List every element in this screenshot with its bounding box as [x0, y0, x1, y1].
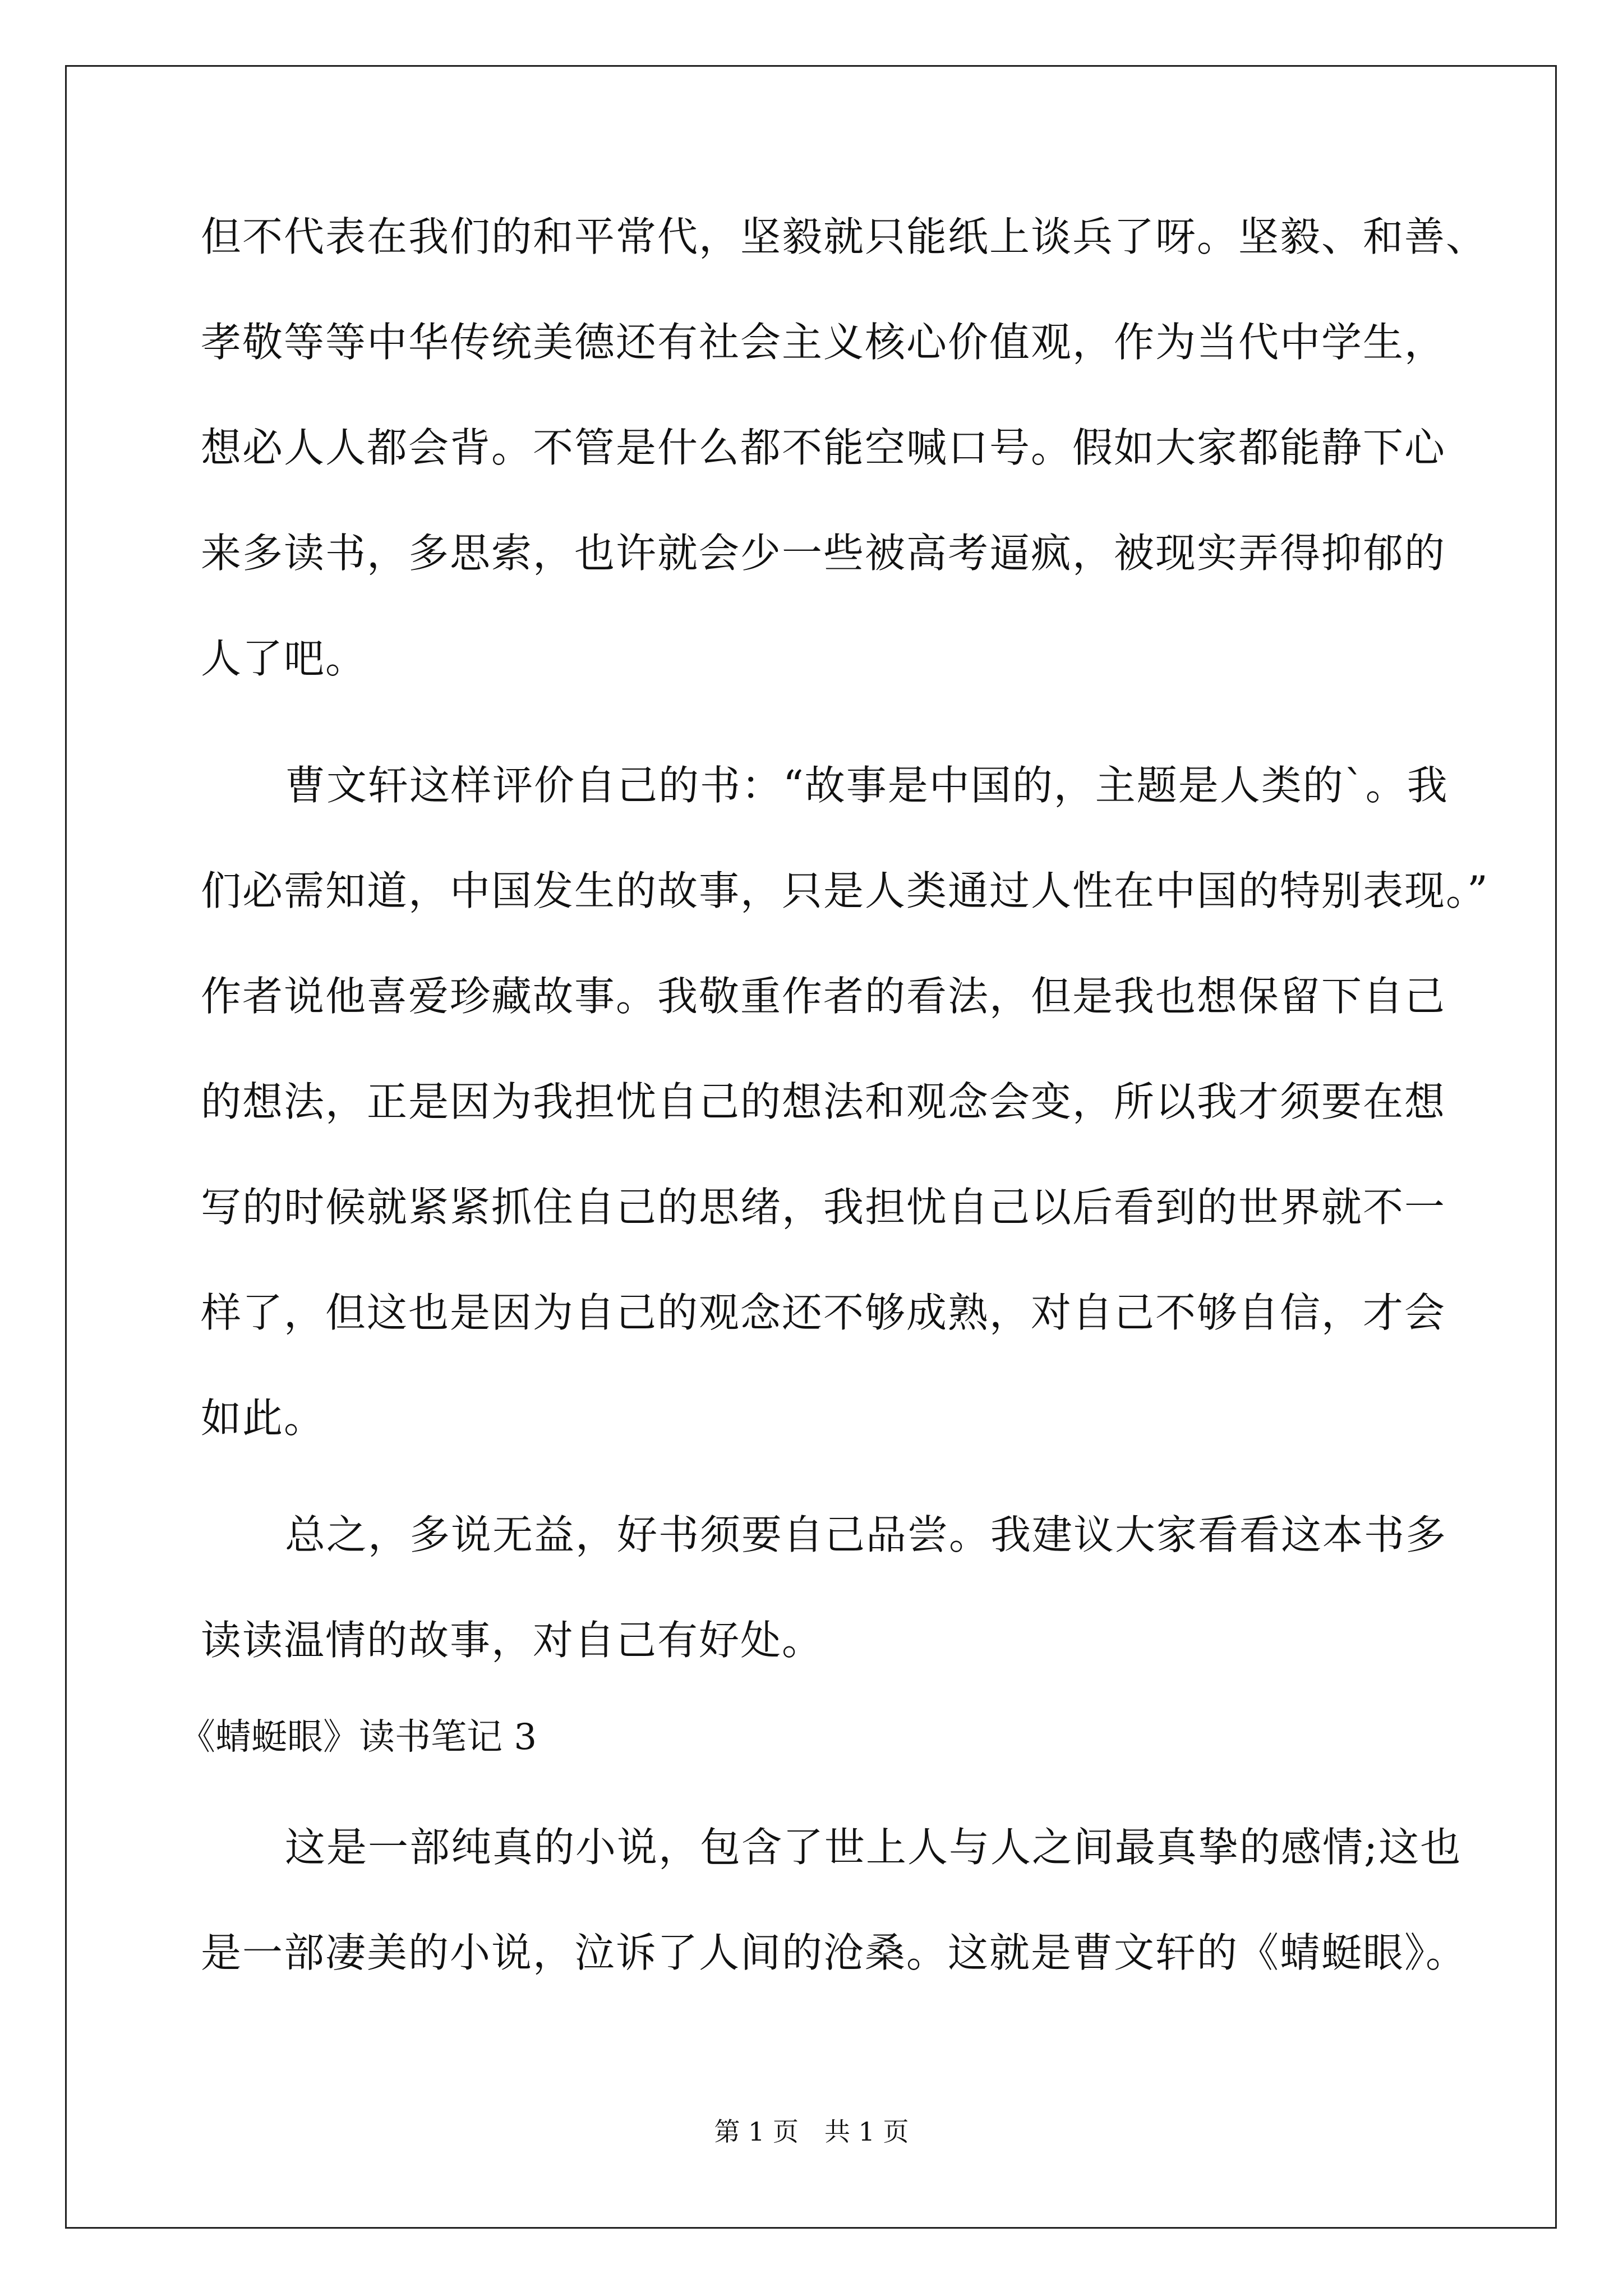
paragraph-line: 曹文轩这样评价自己的书：“故事是中国的，主题是人类的`。我 — [285, 762, 1449, 809]
paragraph-line: 写的时候就紧紧抓住自己的思绪，我担忧自己以后看到的世界就不一 — [201, 1184, 1446, 1231]
section-heading: 《蜻蜓眼》读书笔记 3 — [179, 1717, 537, 1758]
paragraph-line: 想必人人都会背。不管是什么都不能空喊口号。假如大家都能静下心 — [201, 424, 1446, 471]
paragraph-line: 们必需知道，中国发生的故事，只是人类通过人性在中国的特别表现。” — [201, 867, 1489, 914]
page-border — [65, 65, 1557, 2229]
paragraph-line: 但不代表在我们的和平常代，坚毅就只能纸上谈兵了呀。坚毅、和善、 — [201, 213, 1488, 260]
paragraph-line: 总之，多说无益，好书须要自己品尝。我建议大家看看这本书多 — [285, 1511, 1447, 1558]
paragraph-line: 的想法，正是因为我担忧自己的想法和观念会变，所以我才须要在想 — [201, 1078, 1446, 1125]
paragraph-line: 这是一部纯真的小说，包含了世上人与人之间最真挚的感情;这也 — [285, 1824, 1462, 1871]
paragraph-line: 作者说他喜爱珍藏故事。我敬重作者的看法，但是我也想保留下自己 — [201, 973, 1446, 1020]
paragraph-line: 来多读书，多思索，也许就会少一些被高考逼疯，被现实弄得抑郁的 — [201, 530, 1446, 577]
paragraph-line: 是一部凄美的小说，泣诉了人间的沧桑。这就是曹文轩的《蜻蜓眼》。 — [201, 1929, 1468, 1976]
paragraph-line: 人了吧。 — [201, 635, 367, 682]
paragraph-line: 样了，但这也是因为自己的观念还不够成熟，对自己不够自信，才会 — [201, 1289, 1446, 1336]
paragraph-line: 读读温情的故事，对自己有好处。 — [201, 1617, 824, 1664]
paragraph-line: 孝敬等等中华传统美德还有社会主义核心价值观，作为当代中学生， — [201, 319, 1446, 366]
page-number-footer: 第 1 页 共 1 页 — [714, 2116, 909, 2147]
paragraph-line: 如此。 — [201, 1395, 326, 1442]
